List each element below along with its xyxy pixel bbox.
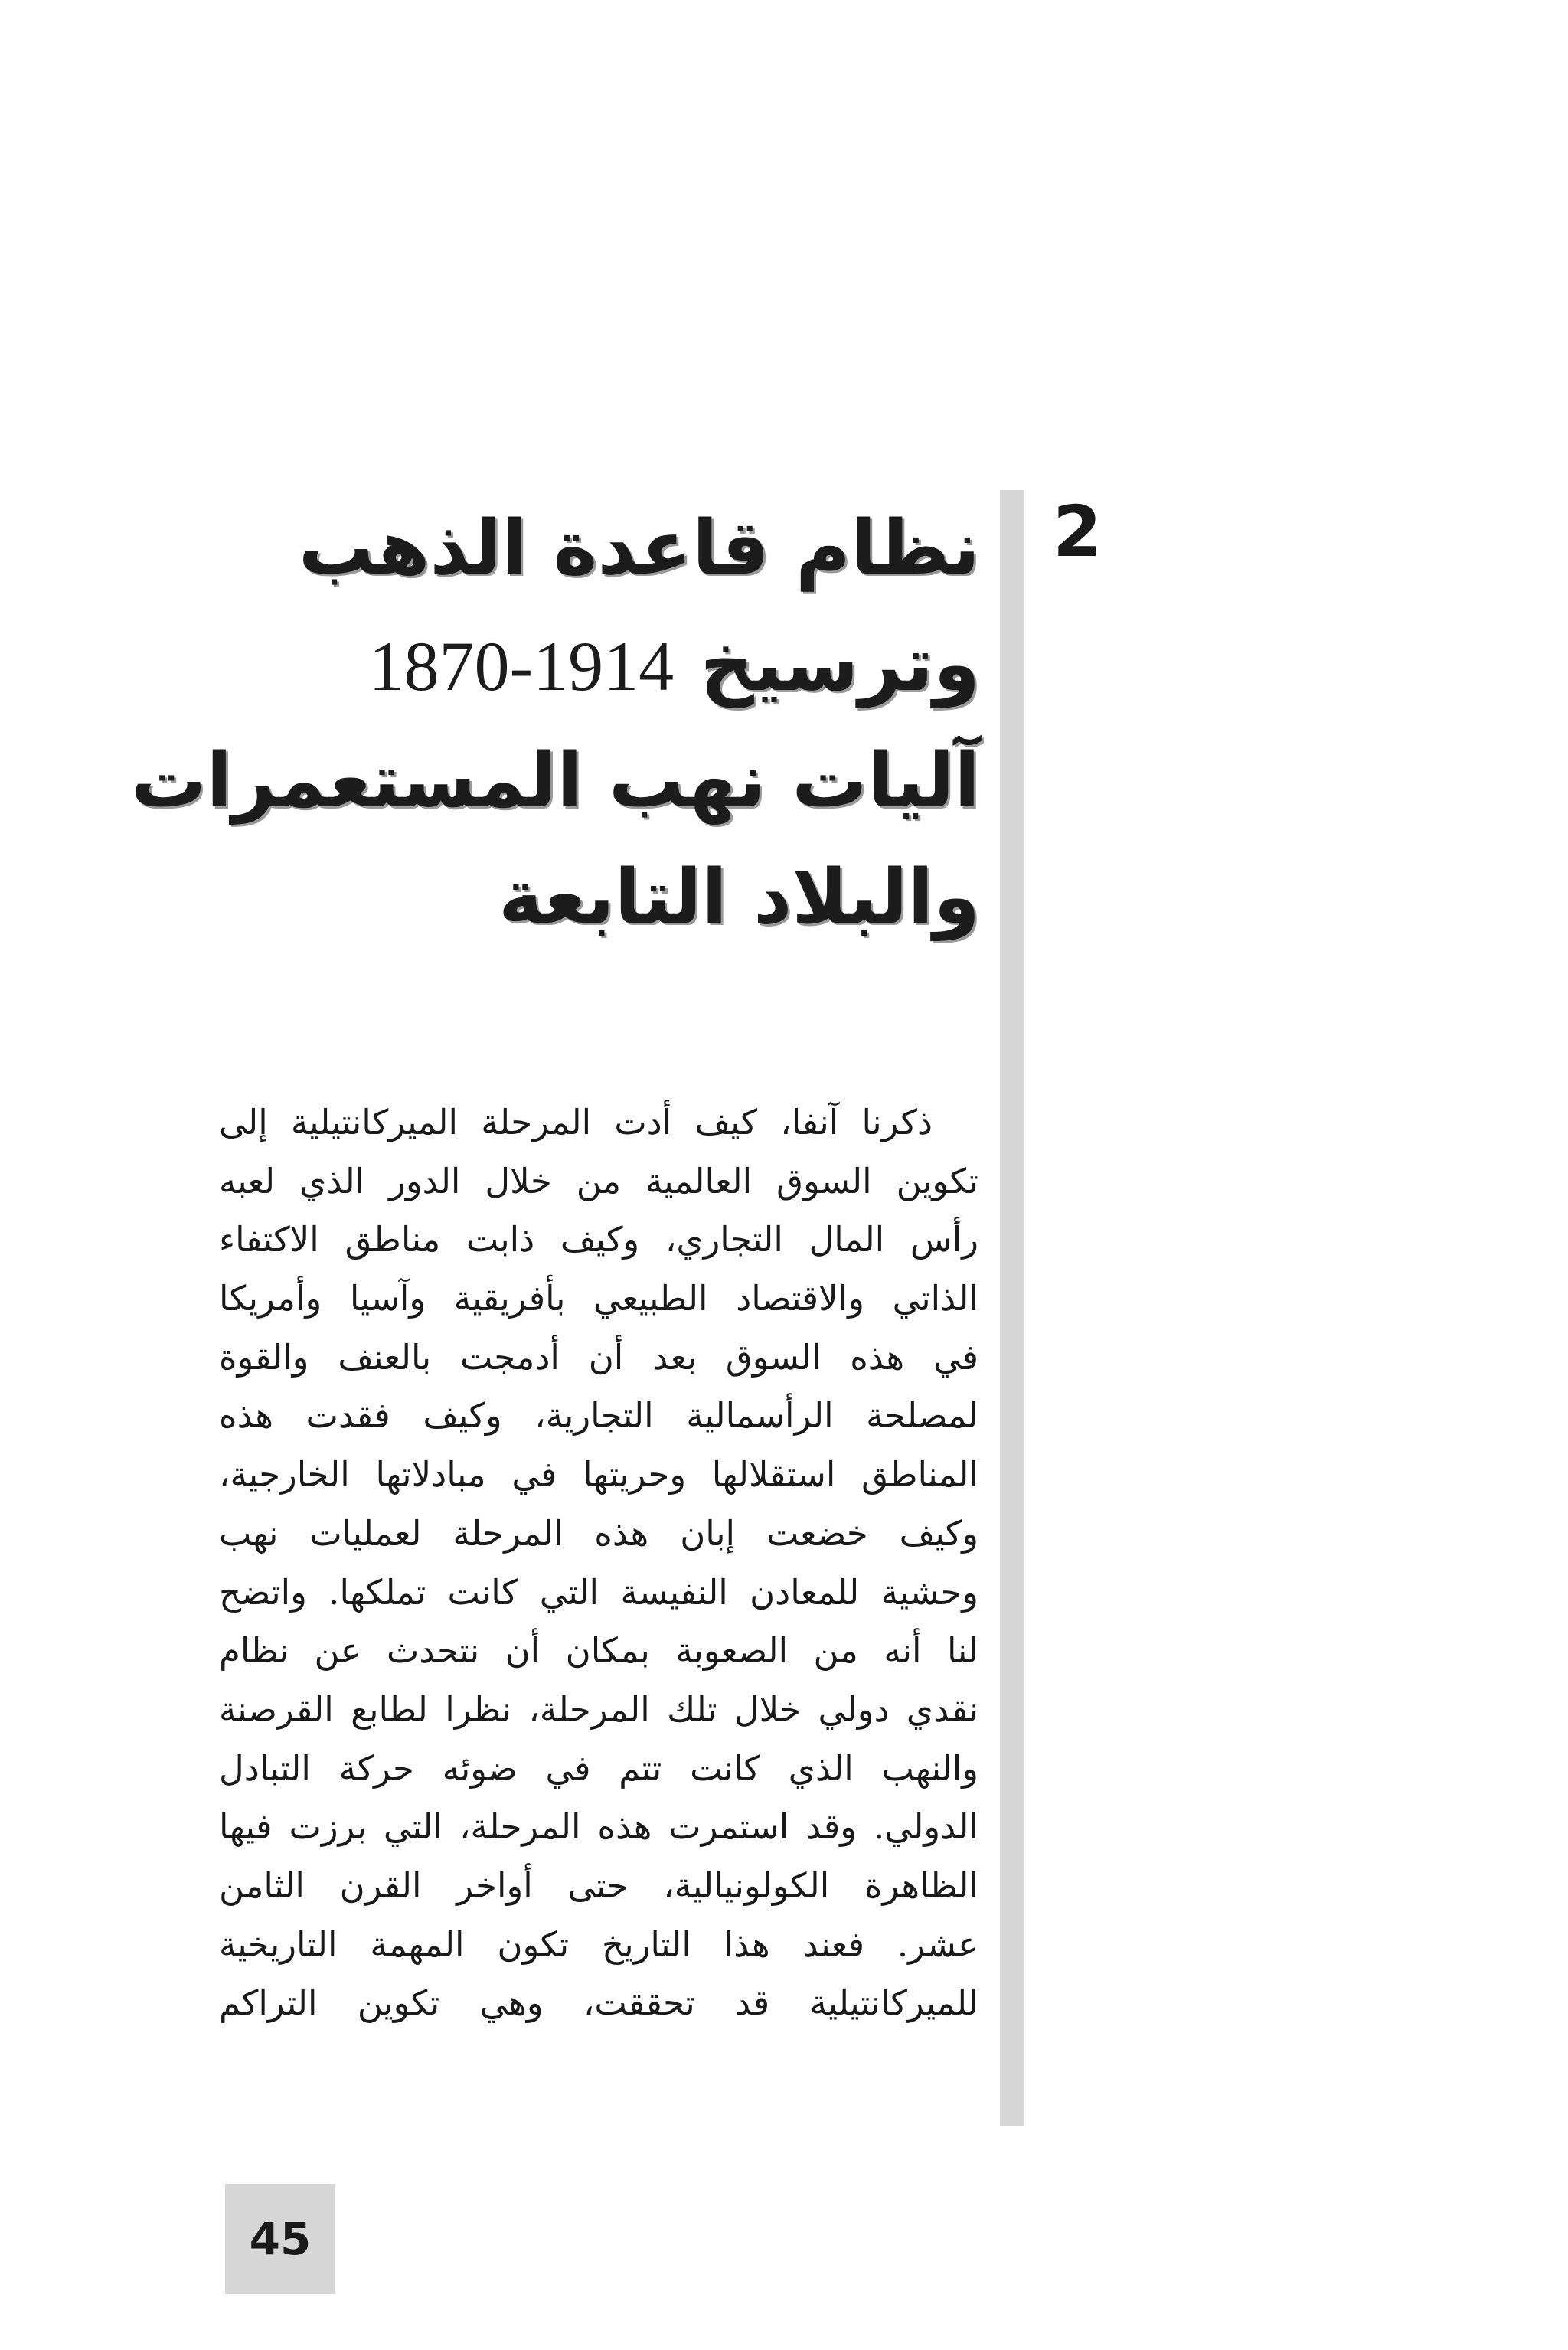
chapter-title-line-2 [230, 606, 980, 723]
body-line: تكوين السوق العالمية من خلال الدور الذي لعبه [219, 1160, 978, 1201]
body-line: ذكرنا آنفا، كيف أدت المرحلة الميركانتيلية إلى [219, 1102, 933, 1142]
body-line: للميركانتيلية قد تحققت، وهي تكوين التراكم [219, 1982, 978, 2024]
chapter-number: 2 [1052, 491, 1102, 573]
body-line: عشر. فعند هذا التاريخ تكون المهمة التاريخية [219, 1923, 978, 1965]
chapter-title-word: وترسيخ [700, 621, 980, 708]
body-line: وكيف خضعت إبان هذه المرحلة لعمليات نهب [219, 1512, 978, 1554]
body-line: الذاتي والاقتصاد الطبيعي بأفريقية وآسيا وأمريكا [219, 1278, 978, 1319]
chapter-title-line-1: نظام قاعدة الذهب [298, 505, 980, 592]
body-line: الدولي. وقد استمرت هذه المرحلة، التي برزت فيها [219, 1806, 978, 1848]
body-line: وحشية للمعادن النفيسة التي كانت تملكها. واتضح [219, 1571, 978, 1613]
body-line: رأس المال التجاري، وكيف ذابت مناطق الاكتفاء [219, 1219, 978, 1260]
body-line: نقدي دولي خلال تلك المرحلة، نظرا لطابع القرصنة [219, 1688, 978, 1730]
body-line: المناطق استقلالها وحريتها في مبادلاتها الخارجية، [219, 1454, 978, 1495]
chapter-title [130, 490, 980, 956]
chapter-side-bar [1000, 490, 1024, 2126]
body-line: الظاهرة الكولونيالية، حتى أواخر القرن الثامن [219, 1865, 978, 1906]
body-line: لمصلحة الرأسمالية التجارية، وكيف فقدت هذه [219, 1395, 978, 1436]
page-number: 45 [249, 2213, 312, 2265]
chapter-title-line-3: آليات نهب المستعمرات [130, 737, 980, 825]
chapter-title-line-4: والبلاد التابعة [498, 854, 980, 941]
page-number-box [225, 2184, 335, 2294]
chapter-title-years: 1870-1914 [368, 627, 675, 705]
body-paragraph [219, 1093, 978, 2033]
body-line: لنا أنه من الصعوبة بمكان أن نتحدث عن نظام [219, 1630, 978, 1672]
body-line: والنهب الذي كانت تتم في ضوئه حركة التبادل [219, 1747, 978, 1789]
body-line: في هذه السوق بعد أن أدمجت بالعنف والقوة [219, 1336, 978, 1378]
